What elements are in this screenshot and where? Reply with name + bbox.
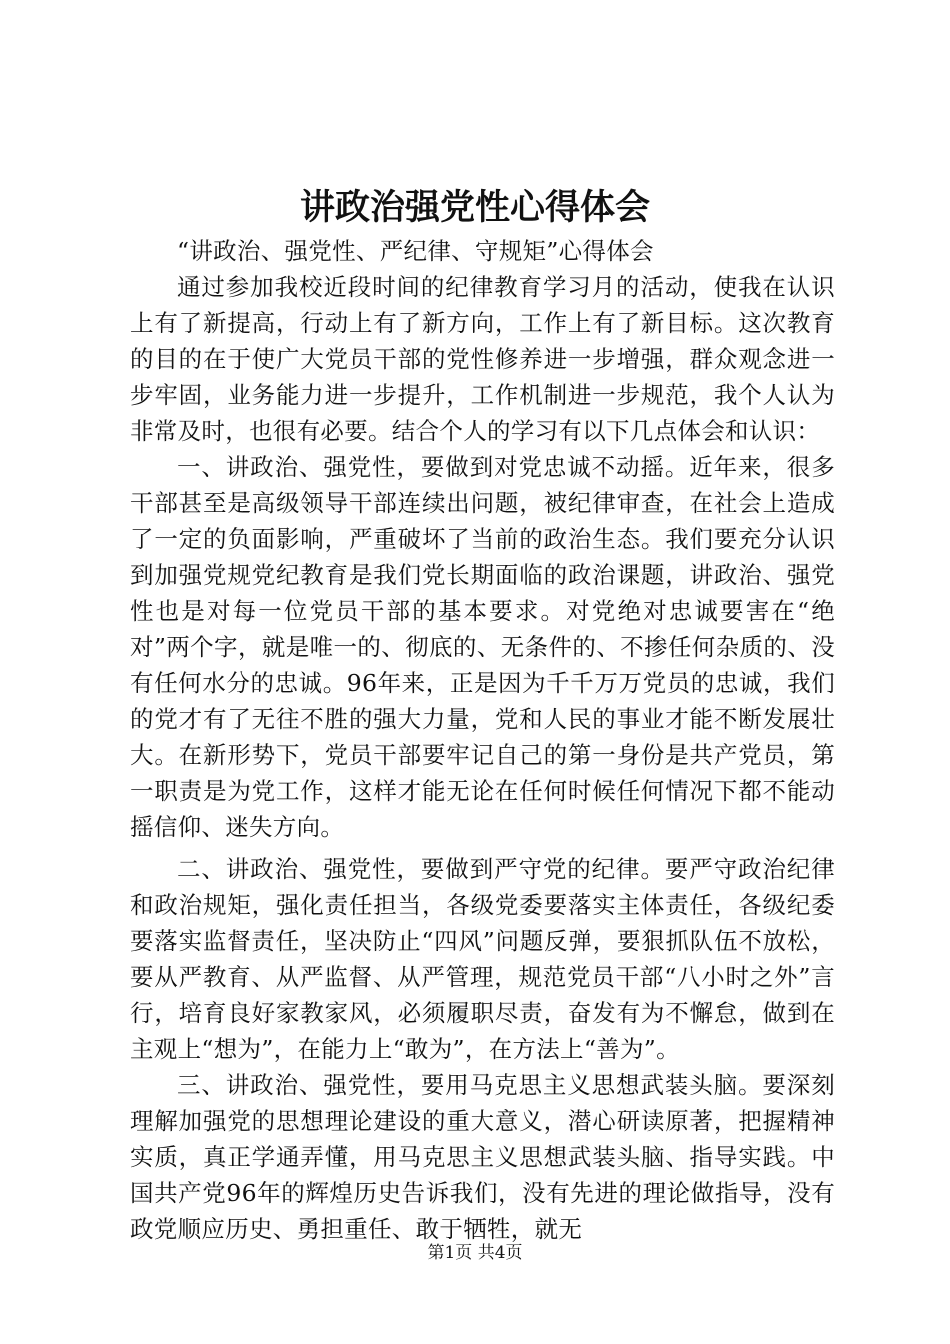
- paragraph-section-3: 三、讲政治、强党性，要用马克思主义思想武装头脑。要深刻理解加强党的思想理论建设的重大意义，潜心研读原著，把握精神实质，真正学通弄懂，用马克思主义思想武装头脑、指导实践。中国共产党96年的辉煌历史告诉我们，没有先进的理论做指导，没有政党顺应历史、勇担重任、敢于牺牲，就无: [130, 1071, 835, 1243]
- document-title: 讲政治强党性心得体会: [299, 187, 650, 228]
- document-body: [130, 233, 835, 1247]
- paragraph-intro: 通过参加我校近段时间的纪律教育学习月的活动，使我在认识上有了新提高，行动上有了新方向，工作上有了新目标。这次教育的目的在于使广大党员干部的党性修养进一步增强，群众观念进一步牢固，业务能力进一步提升，工作机制进一步规范，我个人认为非常及时，也很有必要。结合个人的学习有以下几点体会和认识：: [130, 273, 835, 445]
- paragraph-section-2: 二、讲政治、强党性，要做到严守党的纪律。要严守政治纪律和政治规矩，强化责任担当，各级党委要落实主体责任，各级纪委要落实监督责任，坚决防止“四风”问题反弹，要狠抓队伍不放松，要从严教育、从严监督、从严管理，规范党员干部“八小时之外”言行，培育良好家教家风，必须履职尽责，奋发有为不懈怠，做到在主观上“想为”，在能力上“敢为”，在方法上“善为”。: [130, 855, 835, 1063]
- page-number-footer: 第1页 共4页: [427, 1243, 523, 1263]
- document-subtitle: “讲政治、强党性、严纪律、守规矩”心得体会: [177, 237, 654, 265]
- paragraph-section-1: 一、讲政治、强党性，要做到对党忠诚不动摇。近年来，很多干部甚至是高级领导干部连续出问题，被纪律审查，在社会上造成了一定的负面影响，严重破坏了当前的政治生态。我们要充分认识到加强党规党纪教育是我们党长期面临的政治课题，讲政治、强党性也是对每一位党员干部的基本要求。对党绝对忠诚要害在“绝对”两个字，就是唯一的、彻底的、无条件的、不掺任何杂质的、没有任何水分的忠诚。96年来，正是因为千千万万党员的忠诚，我们的党才有了无往不胜的强大力量，党和人民的事业才能不断发展壮大。在新形势下，党员干部要牢记自己的第一身份是共产党员，第一职责是为党工作，这样才能无论在任何时候任何情况下都不能动摇信仰、迷失方向。: [130, 453, 835, 841]
